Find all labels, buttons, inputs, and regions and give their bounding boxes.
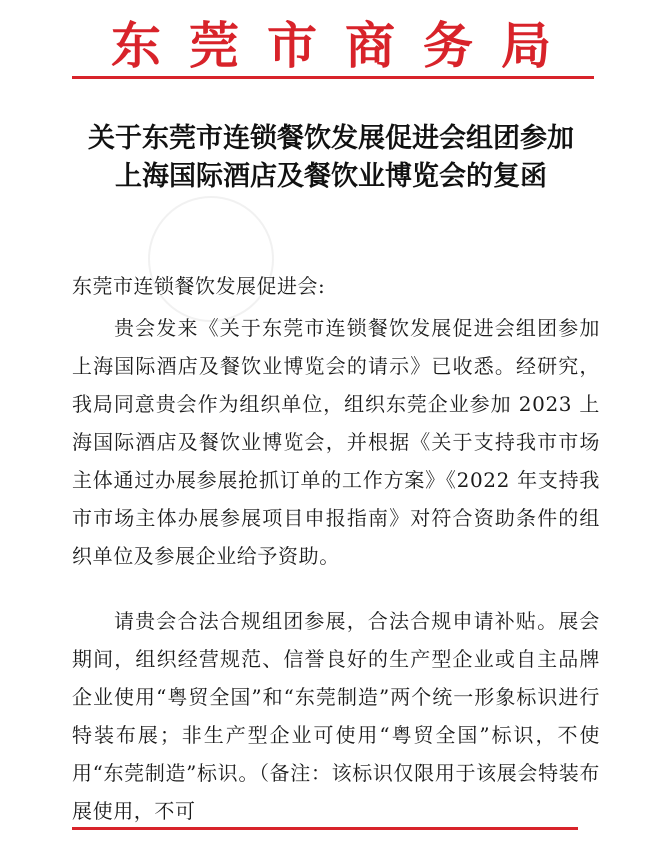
faint-seal-watermark (148, 196, 274, 322)
body-paragraph-1: 贵会发来《关于东莞市连锁餐饮发展促进会组团参加上海国际酒店及餐饮业博览会的请示》已收悉。经研究，我局同意贵会作为组织单位，组织东莞企业参加 2023 上海国际酒店及餐饮业博览会，并根据《关于支持我市市场主体通过办展参展抢抓订单的工作方案》《2022 年支持我市市场主体办展参展项目申报指南》对符合资助条件的组织单位及参展企业给予资助。 (72, 316, 600, 568)
salutation: 东莞市连锁餐饮发展促进会: (72, 274, 326, 298)
title-line-2: 上海国际酒店及餐饮业博览会的复函 (115, 161, 547, 192)
title-line-1: 关于东莞市连锁餐饮发展促进会组团参加 (88, 123, 574, 154)
footer-red-rule (72, 827, 578, 830)
body-paragraph-2: 请贵会合法合规组团参展，合法合规申请补贴。展会期间，组织经营规范、信誉良好的生产型企业或自主品牌企业使用“粤贸全国”和“东莞制造”两个统一形象标识进行特装布展；非生产型企业可使用“粤贸全国”标识，不使用“东莞制造”标识。（备注：该标识仅限用于该展会特装布展使用，不可 (72, 609, 600, 823)
letterhead-red-rule (72, 76, 594, 79)
letterhead-org-name: 东莞市商务局 (111, 16, 579, 75)
document-title (40, 120, 622, 196)
